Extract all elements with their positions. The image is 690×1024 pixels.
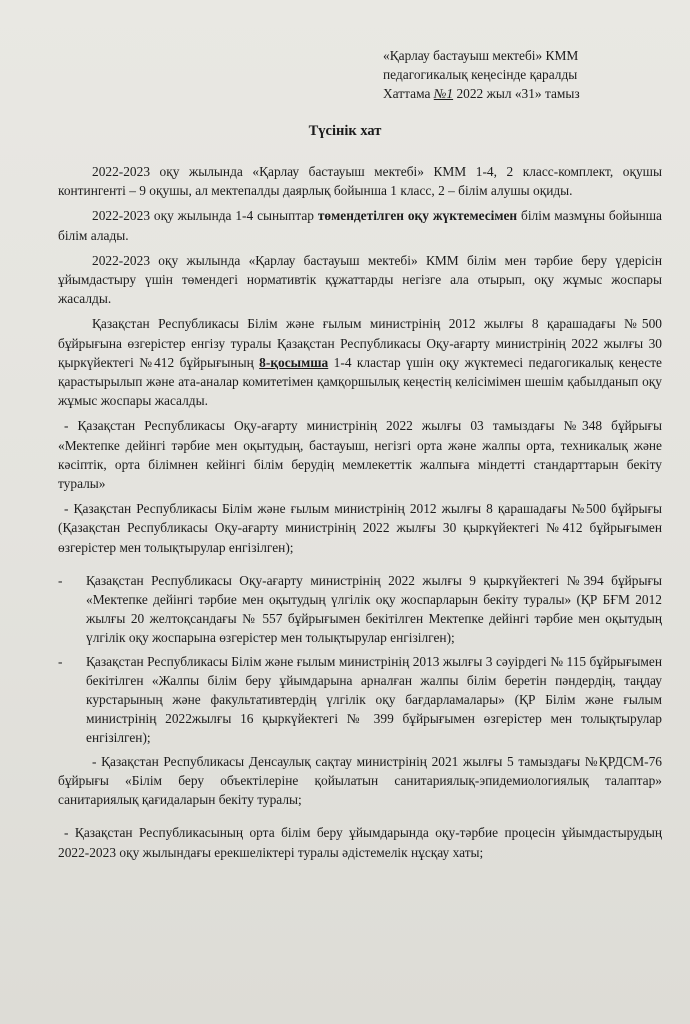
paragraph-7: - Қазақстан Республикасы Денсаулық сақтау министрінің 2021 жылғы 5 тамыздағы №ҚРДСМ-76 бұйрығы «Білім беру объектілеріне қойылатын санитариялық-эпидемиологиялық талаптар» санитариялық қағидаларын бекіту туралы; [58, 753, 662, 808]
header-line-3-post: 2022 жыл «31» тамыз [453, 86, 580, 101]
paragraph-2-bold: төмендетілген оқу жүктемесімен [317, 208, 518, 224]
paragraph-4-b: 1-4 кластар үшін оқу жүктемесі педагогикалық кеңесте қарастырылып және ата-аналар комитетімен қамқоршылық кеңестің келісімімен шешім қабылданып оқу жұмыс жоспары жасалды. [58, 354, 662, 409]
paragraph-4-bold: 8-қосымша [259, 354, 329, 370]
list-item-text: Қазақстан Республикасы Оқу-ағарту министрінің 2022 жылғы 9 қыркүйектегі №394 бұйрығы «Мектепке дейінгі тәрбие мен оқытудың үлгілік оқу жоспарларын бекіту туралы» (ҚР БҒМ 2012 жылғы 20 желтоқсандағы № 557 бұйрығымен бекітілген Мектепке дейінгі тәрбие мен оқытудың үлгілік оқу жоспарына өзгерістер мен толықтырулар енгізілген); [86, 572, 662, 646]
list-dash: - [58, 653, 63, 669]
paragraph-4-a: Қазақстан Республикасы Білім және ғылым министрінің 2012 жылғы 8 қарашадағы №500 бұйрығына өзгерістер енгізу туралы Қазақстан Республикасы Оқу-ағарту министрінің 2022 жылғы 30 қыркүйектегі №412 бұйрығының [58, 316, 662, 370]
paragraph-6: - Қазақстан Республикасы Білім және ғылым министрінің 2012 жылғы 8 қарашадағы №500 бұйрығы (Қазақстан Республикасы Оқу-ағарту министрінің 2022 жылғы 30 қыркүйектегі №412 бұйрығымен өзгерістер мен толықтырулар енгізілген); [58, 501, 662, 555]
paragraph-2-b: білім мазмұны бойынша білім алады. [58, 208, 663, 243]
header-line-2: педагогикалық кеңесінде қаралды [383, 67, 578, 82]
approval-header [383, 46, 683, 103]
paragraph-8: - Қазақстан Республикасының орта білім беру ұйымдарында оқу-тәрбие процесін ұйымдастырудың 2022-2023 оқу жылындағы ерекшеліктері туралы әдістемелік нұсқау хаты; [58, 825, 662, 860]
list-item [58, 571, 662, 648]
document-title: Түсінік хат [308, 123, 382, 139]
document-body [58, 162, 662, 868]
list-item-text: Қазақстан Республикасы Білім және ғылым министрінің 2013 жылғы 3 сәуірдегі № 115 бұйрығымен бекітілген «Жалпы білім беру ұйымдарына арналған жалпы білім беретін пәндердің, таңдау курстарының және факультативтердің үлгілік оқу бағдарламалары» (ҚР Білім және ғылым министрінің 2022жылғы 16 қыркүйектегі № 399 бұйрығымен өзгерістер мен толықтырулар енгізілген); [86, 653, 662, 746]
header-line-3 [383, 84, 683, 103]
paragraph-2-a: 2022-2023 оқу жылында 1-4 сыныптар [92, 208, 318, 224]
header-line-1: «Қарлау бастауыш мектебі» КММ [383, 48, 579, 63]
paragraph-2 [58, 206, 662, 244]
protocol-number: №1 [433, 86, 454, 101]
paragraph-1: 2022-2023 оқу жылында «Қарлау бастауыш мектебі» КММ 1-4, 2 класс-комплект, оқушы контингенті – 9 оқушы, ал мектепалды даярлық бойынша 1 класс, 2 – білім алушы оқиды. [58, 164, 662, 199]
list-dash: - [58, 572, 63, 588]
header-line-3-pre: Хаттама [383, 86, 434, 101]
list-item [58, 652, 662, 748]
paragraph-5: - Қазақстан Республикасы Оқу-ағарту министрінің 2022 жылғы 03 тамыздағы №348 бұйрығы «Мектепке дейінгі тәрбие мен оқытудың, бастауыш, негізгі орта және жалпы орта, техникалық және кәсіптік, орта білімнен кейінгі білім берудің мемлекеттік жалпыға міндетті стандарттарын бекіту туралы» [58, 418, 662, 492]
paragraph-3: 2022-2023 оқу жылында «Қарлау бастауыш мектебі» КММ білім мен тәрбие беру үдерісін ұйымдастыру үшін төмендегі нормативтік құжаттарды негізге ала отырып, оқу жұмыс жоспары жасалды. [58, 252, 662, 307]
paragraph-4 [58, 314, 662, 410]
